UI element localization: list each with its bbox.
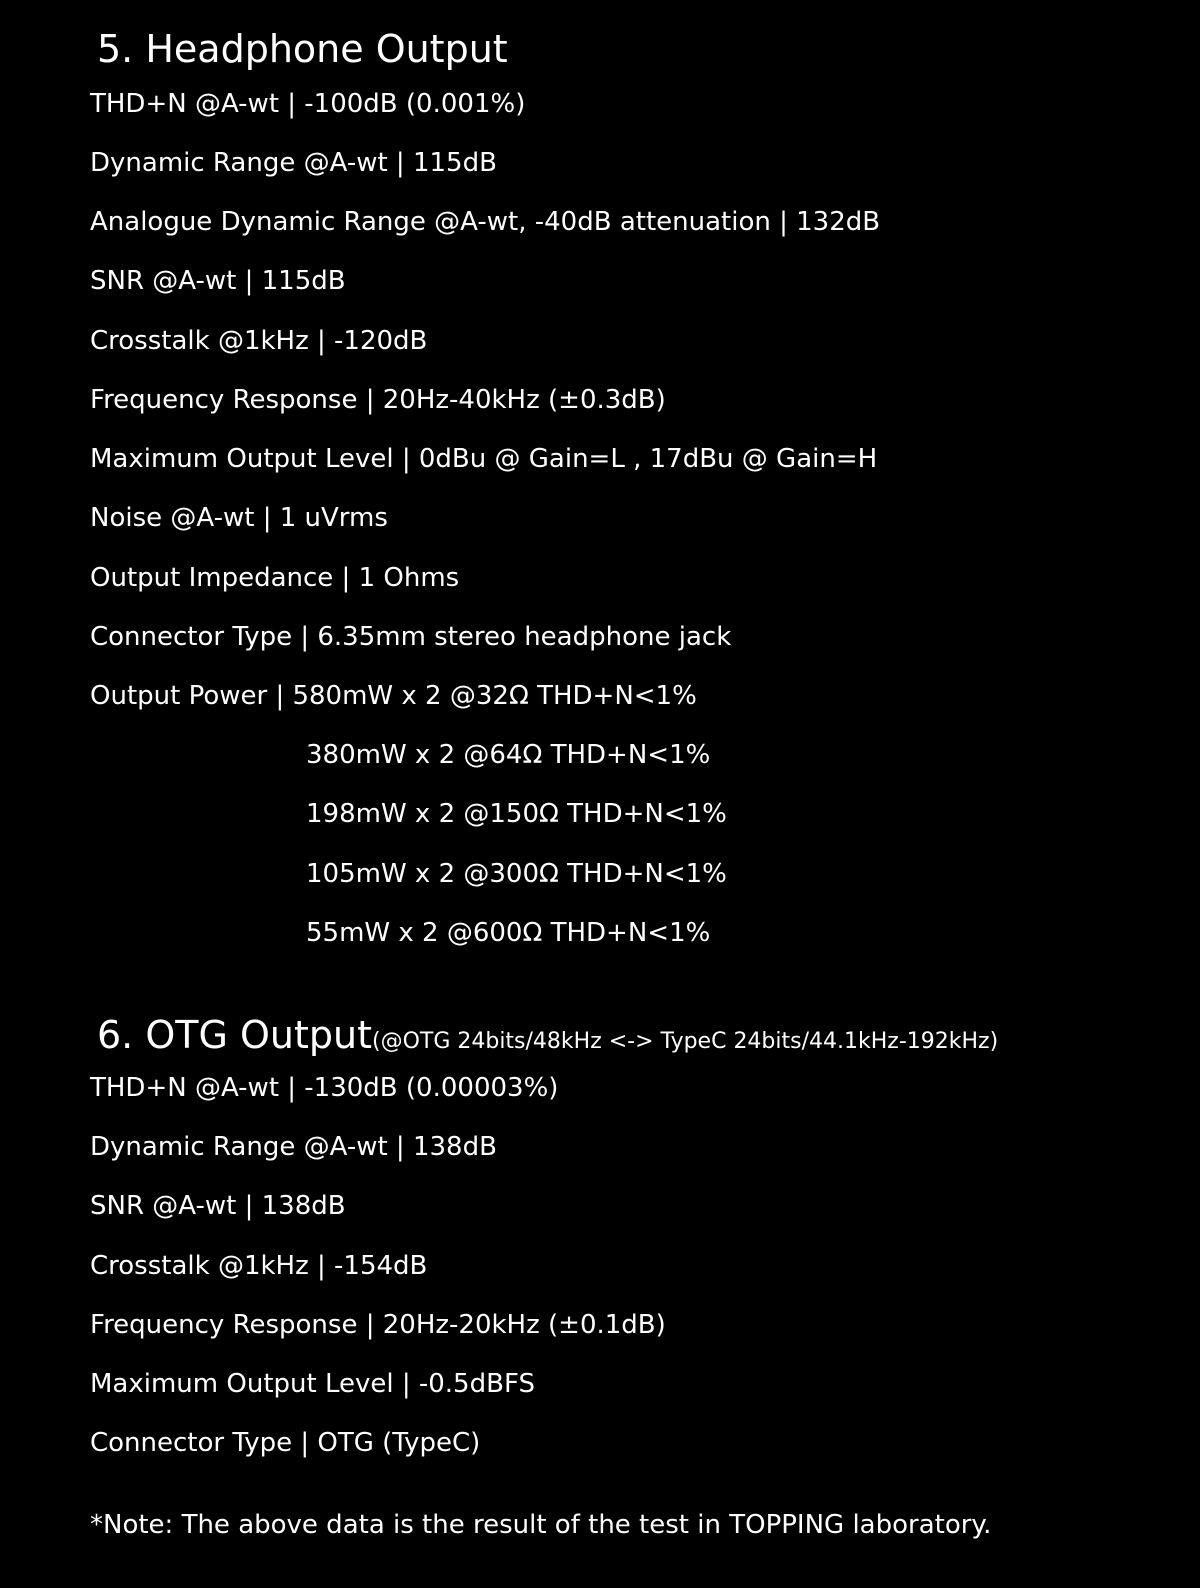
otg-output-subtitle: (@OTG 24bits/48kHz <-> TypeC 24bits/44.1kHz-192kHz) [371,1029,999,1054]
laboratory-note: *Note: The above data is the result of the test in TOPPING laboratory. [90,1510,992,1540]
hp-max-output-level-spec: Maximum Output Level | 0dBu @ Gain=L , 17dBu @ Gain=H [90,444,878,474]
otg-frequency-response-spec: Frequency Response | 20Hz-20kHz (±0.1dB) [90,1310,666,1340]
otg-snr-spec: SNR @A-wt | 138dB [90,1191,346,1221]
hp-output-power-spec: Output Power | 580mW x 2 @32Ω THD+N<1% [90,681,697,711]
headphone-output-heading [97,26,508,72]
otg-dynamic-range-spec: Dynamic Range @A-wt | 138dB [90,1132,497,1162]
hp-frequency-response-spec: Frequency Response | 20Hz-40kHz (±0.3dB) [90,385,666,415]
hp-connector-type-spec: Connector Type | 6.35mm stereo headphone jack [90,622,732,652]
otg-output-heading [97,1012,998,1065]
hp-snr-spec: SNR @A-wt | 115dB [90,266,346,296]
hp-output-power-600-ohm: 55mW x 2 @600Ω THD+N<1% [306,918,711,948]
otg-thdn-spec: THD+N @A-wt | -130dB (0.00003%) [90,1073,559,1103]
hp-output-power-300-ohm: 105mW x 2 @300Ω THD+N<1% [306,859,727,889]
hp-thdn-spec: THD+N @A-wt | -100dB (0.001%) [90,89,526,119]
hp-dynamic-range-spec: Dynamic Range @A-wt | 115dB [90,148,497,178]
headphone-output-title: 5. Headphone Output [97,27,508,71]
otg-output-title: 6. OTG Output [97,1013,372,1057]
hp-analogue-dynamic-range-spec: Analogue Dynamic Range @A-wt, -40dB attenuation | 132dB [90,207,881,237]
hp-crosstalk-spec: Crosstalk @1kHz | -120dB [90,326,428,356]
otg-connector-type-spec: Connector Type | OTG (TypeC) [90,1428,481,1458]
hp-output-power-150-ohm: 198mW x 2 @150Ω THD+N<1% [306,799,727,829]
hp-output-impedance-spec: Output Impedance | 1 Ohms [90,563,460,593]
otg-crosstalk-spec: Crosstalk @1kHz | -154dB [90,1251,428,1281]
hp-noise-spec: Noise @A-wt | 1 uVrms [90,503,388,533]
otg-max-output-level-spec: Maximum Output Level | -0.5dBFS [90,1369,535,1399]
hp-output-power-64-ohm: 380mW x 2 @64Ω THD+N<1% [306,740,711,770]
